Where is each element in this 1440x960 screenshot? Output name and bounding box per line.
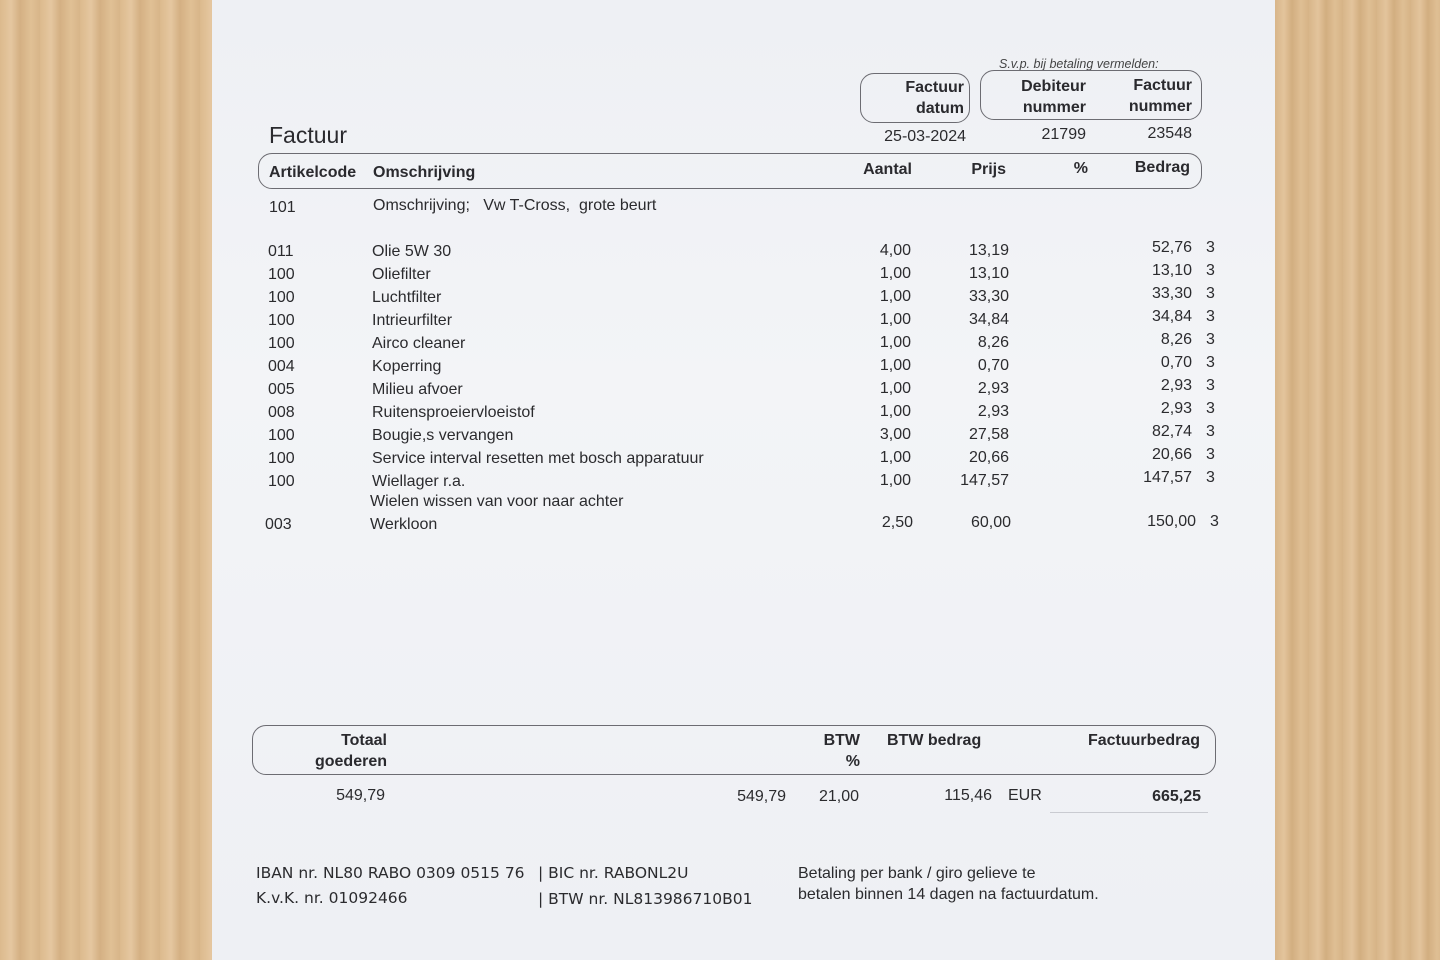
totals-goods-header-line1: Totaal bbox=[341, 732, 387, 749]
row-description: Olie 5W 30 bbox=[372, 243, 452, 260]
labor-quantity: 2,50 bbox=[881, 514, 913, 531]
footer-payment-line1: Betaling per bank / giro gelieve te bbox=[798, 865, 1036, 882]
row-vat-code: 3 bbox=[1206, 469, 1215, 486]
col-header-description: Omschrijving bbox=[373, 164, 476, 181]
wheel-note: Wielen wissen van voor naar achter bbox=[370, 493, 624, 510]
invoice-number: 23548 bbox=[1147, 125, 1192, 142]
row-quantity: 4,00 bbox=[879, 242, 911, 259]
row-description: Wiellager r.a. bbox=[372, 473, 466, 490]
labor-amount: 150,00 bbox=[1147, 513, 1196, 530]
row-quantity: 1,00 bbox=[879, 449, 911, 466]
row-price: 8,26 bbox=[977, 334, 1009, 351]
col-header-code: Artikelcode bbox=[269, 164, 357, 181]
row-price: 2,93 bbox=[977, 380, 1009, 397]
totals-invoice-amount-header: Factuurbedrag bbox=[1087, 732, 1200, 749]
row-quantity: 1,00 bbox=[879, 288, 911, 305]
row-amount: 8,26 bbox=[1160, 331, 1192, 348]
debtor-header-line2: nummer bbox=[1022, 99, 1086, 116]
row-price: 27,58 bbox=[968, 426, 1009, 443]
footer-bic: | BIC nr. RABONL2U bbox=[538, 864, 689, 882]
row-amount: 34,84 bbox=[1151, 308, 1192, 325]
col-header-price: Prijs bbox=[971, 161, 1006, 178]
row-code: 100 bbox=[268, 289, 295, 306]
totals-goods-header-line2: goederen bbox=[314, 753, 387, 770]
row-vat-code: 3 bbox=[1206, 285, 1215, 302]
total-btw-percent: 21,00 bbox=[818, 788, 859, 805]
row-description: Airco cleaner bbox=[372, 335, 466, 352]
row-code: 008 bbox=[268, 404, 295, 421]
row-quantity: 1,00 bbox=[879, 403, 911, 420]
row-vat-code: 3 bbox=[1206, 239, 1215, 256]
row-code: 100 bbox=[268, 450, 295, 467]
row-amount: 0,70 bbox=[1160, 354, 1192, 371]
row-price: 13,10 bbox=[968, 265, 1009, 282]
row-price: 34,84 bbox=[968, 311, 1009, 328]
col-header-percent: % bbox=[1073, 160, 1088, 177]
row-amount: 147,57 bbox=[1143, 469, 1192, 486]
footer-btw: | BTW nr. NL813986710B01 bbox=[538, 890, 753, 908]
debtor-header-line1: Debiteur bbox=[1021, 78, 1086, 95]
row-description: Milieu afvoer bbox=[372, 381, 463, 398]
invoice-total: 665,25 bbox=[1152, 788, 1201, 805]
totals-btw-header-line1: BTW bbox=[823, 732, 860, 749]
page-title: Factuur bbox=[269, 122, 347, 148]
footer-iban: IBAN nr. NL80 RABO 0309 0515 76 bbox=[256, 864, 525, 882]
totals-btw-amount-header: BTW bedrag bbox=[887, 732, 982, 749]
labor-description: Werkloon bbox=[370, 516, 438, 533]
row-quantity: 3,00 bbox=[879, 426, 911, 443]
total-goods: 549,79 bbox=[336, 787, 385, 804]
row-vat-code: 3 bbox=[1206, 354, 1215, 371]
row-code: 100 bbox=[268, 266, 295, 283]
row-code: 011 bbox=[268, 243, 294, 260]
row-code: 005 bbox=[268, 381, 295, 398]
row-description: Oliefilter bbox=[372, 266, 431, 283]
row-amount: 33,30 bbox=[1151, 285, 1192, 302]
row-vat-code: 3 bbox=[1206, 423, 1215, 440]
row-price: 20,66 bbox=[968, 449, 1009, 466]
row-description: Bougie,s vervangen bbox=[372, 427, 514, 444]
row-vat-code: 3 bbox=[1206, 331, 1215, 348]
row-code: 100 bbox=[268, 473, 295, 490]
row-quantity: 1,00 bbox=[879, 311, 911, 328]
row-code: 100 bbox=[268, 427, 295, 444]
invoice-date: 25-03-2024 bbox=[884, 128, 966, 145]
total-base: 549,79 bbox=[737, 788, 786, 805]
col-header-amount: Bedrag bbox=[1134, 159, 1190, 176]
row-description: Intrieurfilter bbox=[372, 312, 453, 329]
labor-code: 003 bbox=[265, 516, 292, 533]
row-price: 33,30 bbox=[968, 288, 1009, 305]
row-description: Service interval resetten met bosch apparatuur bbox=[372, 450, 704, 467]
row-amount: 13,10 bbox=[1151, 262, 1192, 279]
footer-payment-line2: betalen binnen 14 dagen na factuurdatum. bbox=[798, 886, 1099, 903]
row-description: Luchtfilter bbox=[372, 289, 442, 306]
date-header-line2: datum bbox=[916, 100, 964, 117]
row-vat-code: 3 bbox=[1206, 377, 1215, 394]
row-quantity: 1,00 bbox=[879, 357, 911, 374]
row-description: Ruitensproeiervloeistof bbox=[372, 404, 535, 421]
debtor-number: 21799 bbox=[1041, 126, 1086, 143]
row-vat-code: 3 bbox=[1206, 262, 1215, 279]
row-amount: 82,74 bbox=[1151, 423, 1192, 440]
row-price: 0,70 bbox=[977, 357, 1009, 374]
invoice-number-header-line2: nummer bbox=[1128, 98, 1192, 115]
total-btw-amount: 115,46 bbox=[944, 787, 992, 804]
row-quantity: 1,00 bbox=[879, 380, 911, 397]
row-amount: 2,93 bbox=[1160, 400, 1192, 417]
row-price: 13,19 bbox=[968, 242, 1009, 259]
row-amount: 2,93 bbox=[1160, 377, 1192, 394]
row-quantity: 1,00 bbox=[879, 334, 911, 351]
payment-reference-note: S.v.p. bij betaling vermelden: bbox=[999, 57, 1159, 71]
intro-code: 101 bbox=[269, 199, 296, 216]
row-quantity: 1,00 bbox=[879, 265, 911, 282]
wood-table-left bbox=[0, 0, 212, 960]
invoice-number-header-line1: Factuur bbox=[1133, 77, 1192, 94]
labor-price: 60,00 bbox=[970, 514, 1011, 531]
total-underline bbox=[1050, 812, 1208, 813]
total-currency: EUR bbox=[1008, 787, 1042, 804]
wood-table-right bbox=[1275, 0, 1440, 960]
intro-description: Omschrijving; Vw T-Cross, grote beurt bbox=[373, 197, 657, 214]
row-amount: 20,66 bbox=[1151, 446, 1192, 463]
totals-btw-header-line2: % bbox=[845, 753, 860, 770]
row-vat-code: 3 bbox=[1206, 308, 1215, 325]
date-header-line1: Factuur bbox=[905, 79, 964, 96]
row-description: Koperring bbox=[372, 358, 442, 375]
row-price: 2,93 bbox=[977, 403, 1009, 420]
row-quantity: 1,00 bbox=[879, 472, 911, 489]
labor-vat-code: 3 bbox=[1210, 513, 1219, 530]
row-code: 100 bbox=[268, 335, 295, 352]
col-header-quantity: Aantal bbox=[863, 161, 912, 178]
row-price: 147,57 bbox=[960, 472, 1009, 489]
row-vat-code: 3 bbox=[1206, 446, 1215, 463]
row-code: 100 bbox=[268, 312, 295, 329]
footer-kvk: K.v.K. nr. 01092466 bbox=[256, 889, 408, 907]
row-vat-code: 3 bbox=[1206, 400, 1215, 417]
row-amount: 52,76 bbox=[1151, 239, 1192, 256]
row-code: 004 bbox=[268, 358, 295, 375]
